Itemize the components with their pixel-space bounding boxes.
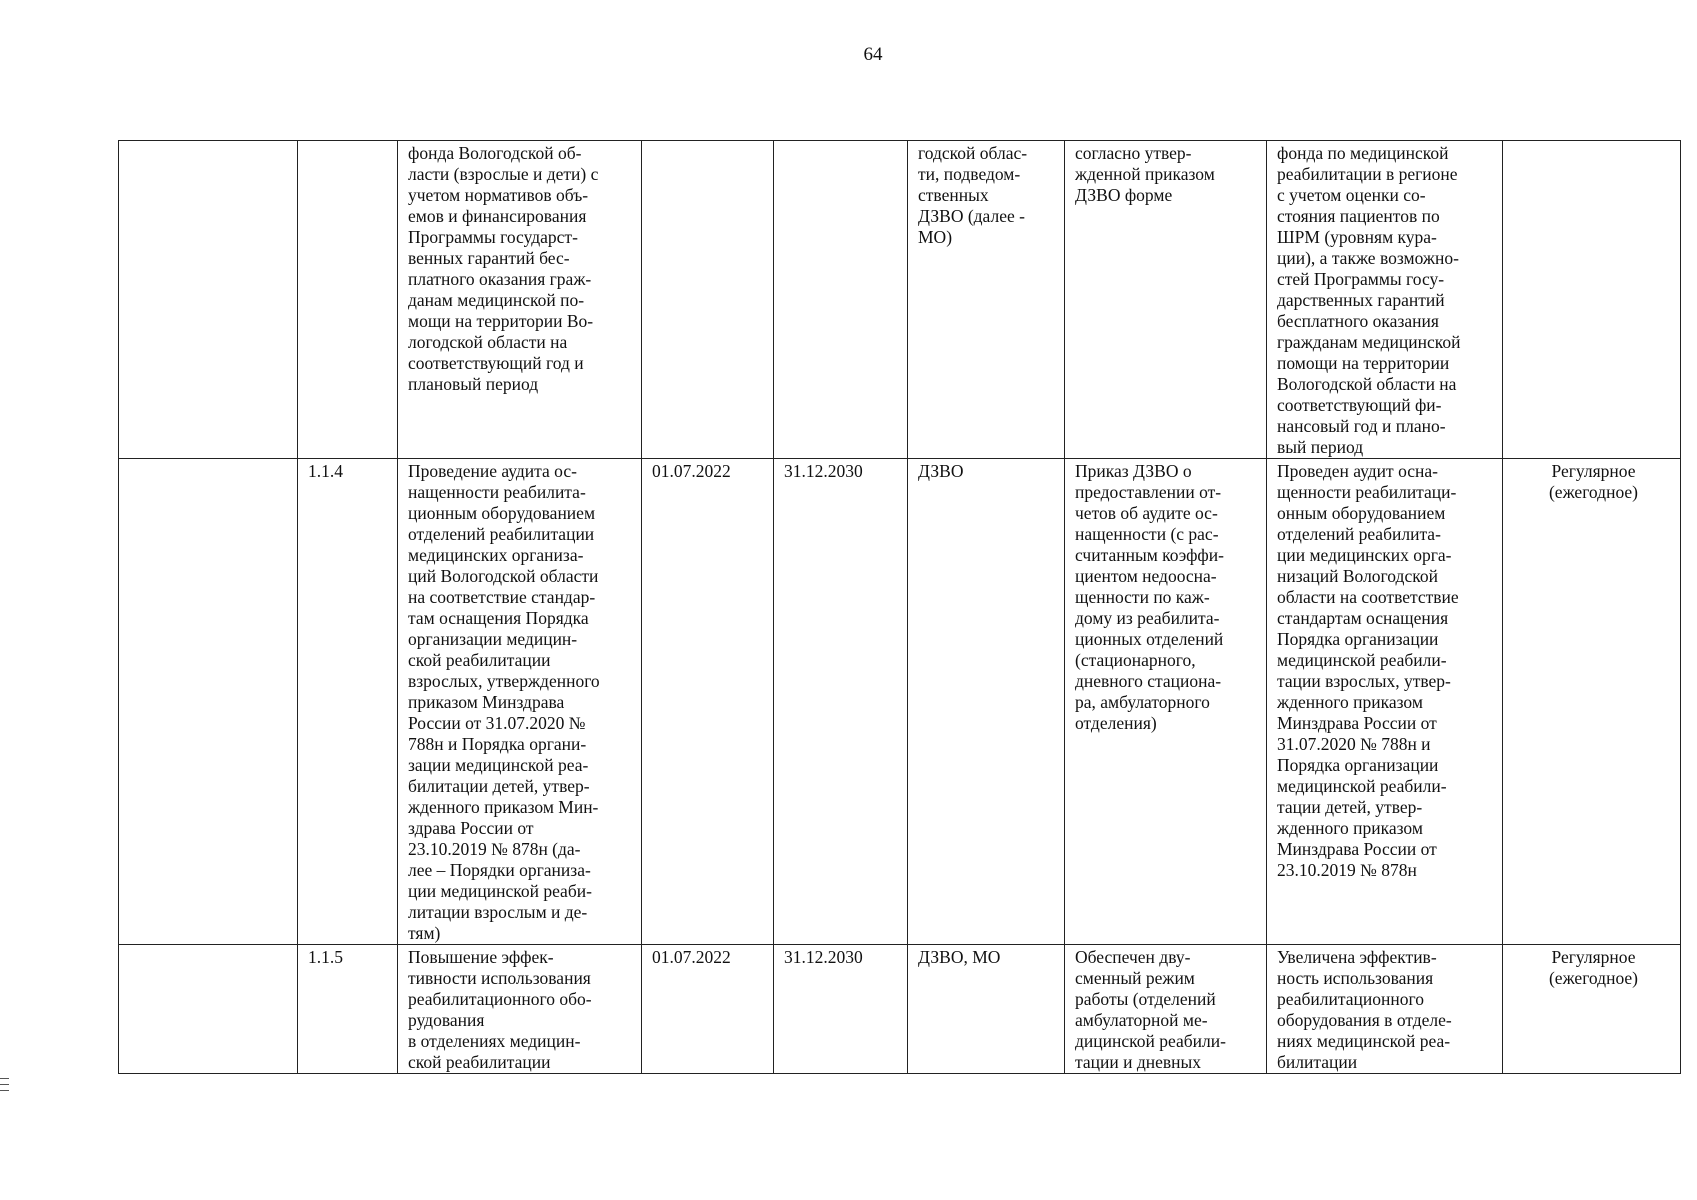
cell-text-line: логодской области на bbox=[408, 332, 568, 352]
cell-text-line: ДЗВО bbox=[918, 461, 964, 481]
end-date-cell bbox=[774, 459, 908, 945]
cell-text-line: низаций Вологодской bbox=[1277, 566, 1438, 586]
table-row bbox=[119, 459, 1681, 945]
cell-text: 01.07.2022 bbox=[652, 947, 731, 967]
cell-text-line: Повышение эффек- bbox=[408, 947, 554, 967]
cell-text-line: работы (отделений bbox=[1075, 989, 1216, 1009]
cell-text-line: ции медицинской реаби- bbox=[408, 881, 592, 901]
cell-text-line: в отделениях медицин- bbox=[408, 1031, 581, 1051]
cell-text-line: Проведение аудита ос- bbox=[408, 461, 577, 481]
cell-text-line: предоставлении от- bbox=[1075, 482, 1222, 502]
cell-text-line: годской облас- bbox=[918, 143, 1028, 163]
cell-text-line: циентом недоосна- bbox=[1075, 566, 1217, 586]
cell-text-line: Увеличена эффектив- bbox=[1277, 947, 1437, 967]
end-date-cell bbox=[774, 945, 908, 1074]
cell-text-line: с учетом оценки со- bbox=[1277, 185, 1426, 205]
cell-text-line: тям) bbox=[408, 923, 441, 943]
cell-text-line: (ежегодное) bbox=[1548, 968, 1639, 988]
task-description-cell bbox=[398, 141, 642, 459]
cell-text-line: мощи на территории Во- bbox=[408, 311, 594, 331]
expected-result-cell bbox=[1267, 945, 1503, 1074]
item-number-cell bbox=[298, 141, 398, 459]
blank-cell bbox=[119, 141, 298, 459]
start-date-cell bbox=[642, 459, 774, 945]
cell-text-line: ра, амбулаторного bbox=[1075, 692, 1210, 712]
responsible-cell bbox=[908, 141, 1065, 459]
cell-text-line: реабилитационного bbox=[1277, 989, 1424, 1009]
cell-text-line: России от 31.07.2020 № bbox=[408, 713, 586, 733]
table-row bbox=[119, 945, 1681, 1074]
cell-text: 1.1.5 bbox=[308, 947, 343, 967]
table-row bbox=[119, 141, 1681, 459]
cell-text-line: 31.07.2020 № 788н и bbox=[1277, 734, 1431, 754]
cell-text-line: ской реабилитации bbox=[408, 1052, 551, 1072]
cell-text-line: Вологодской области на bbox=[1277, 374, 1457, 394]
cell-text-line: ционных отделений bbox=[1075, 629, 1224, 649]
control-indicator-cell bbox=[1065, 141, 1267, 459]
cell-text-line: гражданам медицинской bbox=[1277, 332, 1461, 352]
cell-text-line: Порядка организации bbox=[1277, 755, 1439, 775]
cell-text-line: билитации детей, утвер- bbox=[408, 776, 590, 796]
cell-text-line: реабилитационного обо- bbox=[408, 989, 592, 1009]
cell-text-line: Проведен аудит осна- bbox=[1277, 461, 1438, 481]
cell-text-line: Порядка организации bbox=[1277, 629, 1439, 649]
cell-text-line: ДЗВО (далее - bbox=[918, 206, 1025, 226]
cell-text-line: ской реабилитации bbox=[408, 650, 551, 670]
cell-text-line: билитации bbox=[1277, 1052, 1358, 1072]
cell-text-line: ций Вологодской области bbox=[408, 566, 599, 586]
cell-text-line: ДЗВО, МО bbox=[918, 947, 1001, 967]
cell-text-line: соответствующий год и bbox=[408, 353, 584, 373]
cell-text-line: венных гарантий бес- bbox=[408, 248, 570, 268]
page-number: 64 bbox=[863, 44, 883, 65]
cell-text: 1.1.4 bbox=[308, 461, 343, 481]
cell-text-line: фонда Вологодской об- bbox=[408, 143, 582, 163]
cell-text-line: приказом Минздрава bbox=[408, 692, 565, 712]
responsible-cell bbox=[908, 459, 1065, 945]
cell-text-line: нащенности (с рас- bbox=[1075, 524, 1219, 544]
margin-tick-mark bbox=[0, 1078, 9, 1092]
activity-plan-table bbox=[118, 140, 1681, 1074]
cell-text-line: бесплатного оказания bbox=[1277, 311, 1439, 331]
cell-text-line: стояния пациентов по bbox=[1277, 206, 1440, 226]
cell-text-line: тации и дневных bbox=[1075, 1052, 1202, 1072]
cell-text-line: медицинской реабили- bbox=[1277, 776, 1447, 796]
cell-text-line: взрослых, утвержденного bbox=[408, 671, 600, 691]
start-date-cell bbox=[642, 141, 774, 459]
cell-text-line: Обеспечен дву- bbox=[1075, 947, 1191, 967]
cell-text-line: ционным оборудованием bbox=[408, 503, 596, 523]
cell-text-line: фонда по медицинской bbox=[1277, 143, 1449, 163]
cell-text-line: стандартам оснащения bbox=[1277, 608, 1449, 628]
cell-text-line: области на соответствие bbox=[1277, 587, 1459, 607]
periodicity-cell bbox=[1503, 141, 1681, 459]
cell-text-line: отделений реабилитации bbox=[408, 524, 595, 544]
blank-cell bbox=[119, 945, 298, 1074]
item-number-cell bbox=[298, 459, 398, 945]
cell-text-line: Минздрава России от bbox=[1277, 713, 1437, 733]
cell-text-line: ниях медицинской реа- bbox=[1277, 1031, 1451, 1051]
cell-text-line: дому из реабилита- bbox=[1075, 608, 1220, 628]
cell-text-line: соответствующий фи- bbox=[1277, 395, 1442, 415]
cell-text-line: Регулярное bbox=[1551, 461, 1636, 481]
cell-text-line: там оснащения Порядка bbox=[408, 608, 589, 628]
cell-text-line: ции), а также возможно- bbox=[1277, 248, 1459, 268]
cell-text-line: жденной приказом bbox=[1075, 164, 1215, 184]
cell-text-line: сменный режим bbox=[1075, 968, 1195, 988]
cell-text-line: ласти (взрослые и дети) с bbox=[408, 164, 599, 184]
cell-text-line: дицинской реабили- bbox=[1075, 1031, 1226, 1051]
expected-result-cell bbox=[1267, 141, 1503, 459]
periodicity-cell bbox=[1503, 945, 1681, 1074]
cell-text-line: жденного приказом bbox=[1277, 692, 1423, 712]
cell-text-line: учетом нормативов объ- bbox=[408, 185, 589, 205]
cell-text-line: дарственных гарантий bbox=[1277, 290, 1445, 310]
cell-text-line: Минздрава России от bbox=[1277, 839, 1437, 859]
cell-text-line: лее – Порядки организа- bbox=[408, 860, 591, 880]
cell-text-line: щенности реабилитаци- bbox=[1277, 482, 1457, 502]
cell-text-line: МО) bbox=[918, 227, 953, 247]
task-description-cell bbox=[398, 459, 642, 945]
cell-text-line: тации взрослых, утвер- bbox=[1277, 671, 1451, 691]
cell-text-line: (ежегодное) bbox=[1548, 482, 1639, 502]
cell-text-line: нансовый год и плано- bbox=[1277, 416, 1446, 436]
cell-text-line: вый период bbox=[1277, 437, 1364, 457]
cell-text-line: зации медицинской реа- bbox=[408, 755, 589, 775]
cell-text-line: данам медицинской по- bbox=[408, 290, 585, 310]
cell-text-line: медицинской реабили- bbox=[1277, 650, 1447, 670]
cell-text-line: амбулаторной ме- bbox=[1075, 1010, 1208, 1030]
cell-text-line: плановый период bbox=[408, 374, 539, 394]
responsible-cell bbox=[908, 945, 1065, 1074]
cell-text-line: оборудования в отделе- bbox=[1277, 1010, 1452, 1030]
cell-text: 31.12.2030 bbox=[784, 947, 863, 967]
cell-text-line: ти, подведом- bbox=[918, 164, 1021, 184]
cell-text-line: Приказ ДЗВО о bbox=[1075, 461, 1192, 481]
cell-text-line: онным оборудованием bbox=[1277, 503, 1446, 523]
cell-text-line: нащенности реабилита- bbox=[408, 482, 586, 502]
cell-text-line: отделений реабилита- bbox=[1277, 524, 1441, 544]
cell-text-line: Регулярное bbox=[1551, 947, 1636, 967]
cell-text: 01.07.2022 bbox=[652, 461, 731, 481]
cell-text-line: жденного приказом Мин- bbox=[408, 797, 599, 817]
task-description-cell bbox=[398, 945, 642, 1074]
cell-text-line: реабилитации в регионе bbox=[1277, 164, 1458, 184]
control-indicator-cell bbox=[1065, 945, 1267, 1074]
cell-text-line: Программы государст- bbox=[408, 227, 578, 247]
blank-cell bbox=[119, 459, 298, 945]
cell-text-line: дневного стациона- bbox=[1075, 671, 1222, 691]
cell-text-line: четов об аудите ос- bbox=[1075, 503, 1218, 523]
cell-text-line: на соответствие стандар- bbox=[408, 587, 596, 607]
cell-text-line: жденного приказом bbox=[1277, 818, 1423, 838]
cell-text-line: ДЗВО форме bbox=[1075, 185, 1173, 205]
cell-text-line: согласно утвер- bbox=[1075, 143, 1192, 163]
cell-text-line: 23.10.2019 № 878н bbox=[1277, 860, 1417, 880]
cell-text-line: считанным коэффи- bbox=[1075, 545, 1224, 565]
cell-text-line: тации детей, утвер- bbox=[1277, 797, 1423, 817]
end-date-cell bbox=[774, 141, 908, 459]
cell-text-line: отделения) bbox=[1075, 713, 1157, 733]
cell-text-line: медицинских организа- bbox=[408, 545, 584, 565]
cell-text-line: емов и финансирования bbox=[408, 206, 587, 226]
cell-text-line: ственных bbox=[918, 185, 989, 205]
cell-text-line: платного оказания граж- bbox=[408, 269, 592, 289]
cell-text-line: помощи на территории bbox=[1277, 353, 1450, 373]
cell-text-line: ШРМ (уровням кура- bbox=[1277, 227, 1437, 247]
item-number-cell bbox=[298, 945, 398, 1074]
periodicity-cell bbox=[1503, 459, 1681, 945]
cell-text-line: литации взрослым и де- bbox=[408, 902, 588, 922]
cell-text: 31.12.2030 bbox=[784, 461, 863, 481]
cell-text-line: здрава России от bbox=[408, 818, 534, 838]
control-indicator-cell bbox=[1065, 459, 1267, 945]
start-date-cell bbox=[642, 945, 774, 1074]
cell-text-line: (стационарного, bbox=[1075, 650, 1196, 670]
cell-text-line: рудования bbox=[408, 1010, 485, 1030]
cell-text-line: 23.10.2019 № 878н (да- bbox=[408, 839, 581, 859]
cell-text-line: 788н и Порядка органи- bbox=[408, 734, 587, 754]
cell-text-line: организации медицин- bbox=[408, 629, 578, 649]
cell-text-line: ции медицинских орга- bbox=[1277, 545, 1452, 565]
cell-text-line: щенности по каж- bbox=[1075, 587, 1210, 607]
cell-text-line: тивности использования bbox=[408, 968, 591, 988]
expected-result-cell bbox=[1267, 459, 1503, 945]
cell-text-line: стей Программы госу- bbox=[1277, 269, 1445, 289]
cell-text-line: ность использования bbox=[1277, 968, 1434, 988]
